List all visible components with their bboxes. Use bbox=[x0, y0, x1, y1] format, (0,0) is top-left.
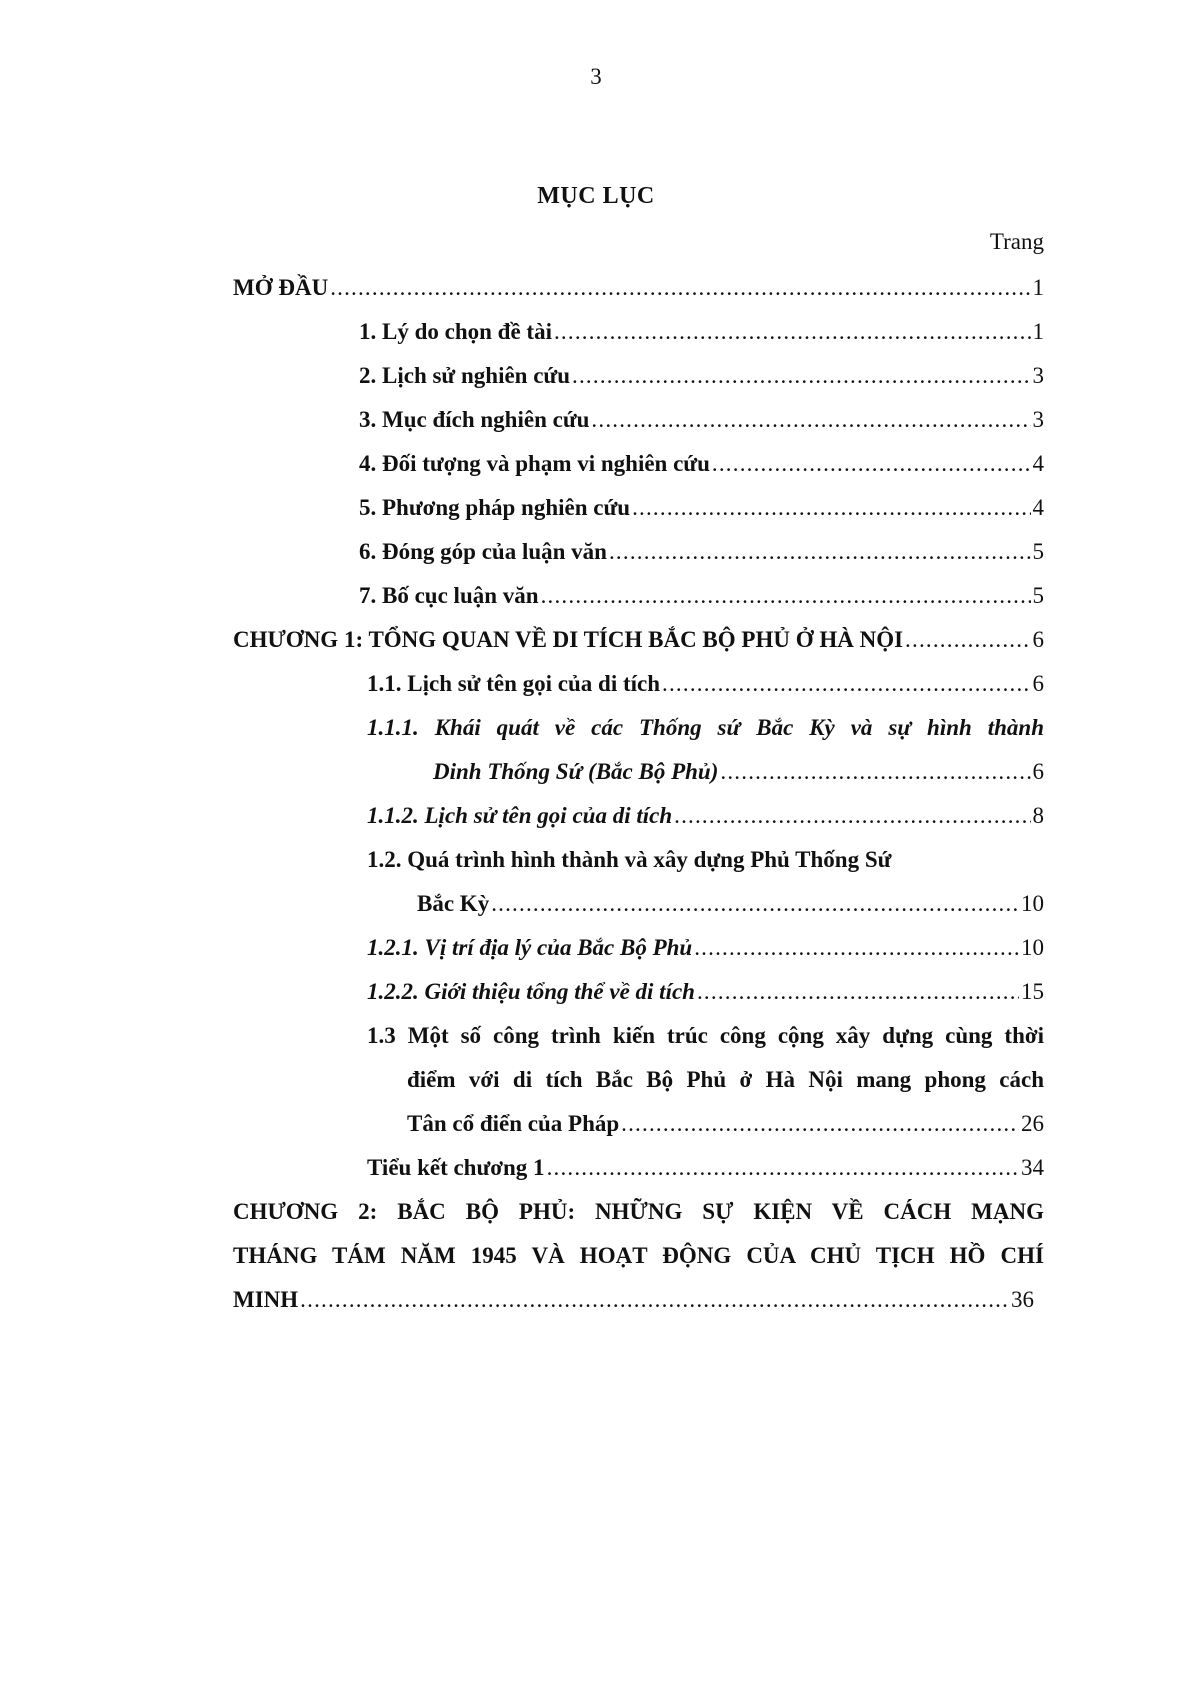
toc-entry-5[interactable] bbox=[359, 486, 1044, 530]
toc-entry-page: 15 bbox=[1021, 979, 1044, 1004]
toc-entry-6[interactable] bbox=[359, 530, 1044, 574]
toc-entry-7[interactable] bbox=[359, 574, 1044, 618]
toc-entry-text: 7. Bố cục luận văn bbox=[359, 583, 539, 608]
toc-entry-text: 1.1.1. Khái quát về các Thống sứ Bắc Kỳ và sự hình thành bbox=[367, 715, 1044, 740]
toc-entry-text: 5. Phương pháp nghiên cứu bbox=[359, 495, 631, 520]
toc-entry-1-2-1[interactable] bbox=[367, 926, 1044, 970]
leader-dots bbox=[572, 354, 1030, 398]
toc-entry-text: MỞ ĐẦU bbox=[233, 275, 329, 300]
toc-entry-page: 6 bbox=[1032, 759, 1044, 784]
toc-entry-page: 1 bbox=[1032, 319, 1044, 344]
toc-entry-chapter-1[interactable] bbox=[233, 618, 1044, 662]
toc-entry-text: 1.1. Lịch sử tên gọi của di tích bbox=[367, 671, 661, 696]
toc-entry-1[interactable] bbox=[359, 310, 1044, 354]
toc-entry-page: 5 bbox=[1032, 539, 1044, 564]
leader-dots bbox=[905, 618, 1030, 662]
toc-title: MỤC LỤC bbox=[537, 183, 655, 209]
toc-entry-text-cont: Dinh Thống Sứ (Bắc Bộ Phủ) bbox=[433, 759, 719, 784]
toc-entry-page: 10 bbox=[1021, 891, 1044, 916]
leader-dots bbox=[554, 310, 1031, 354]
toc-entry-page: 8 bbox=[1032, 803, 1044, 828]
toc-entry-text-cont: điểm với di tích Bắc Bộ Phủ ở Hà Nội mang phong cách bbox=[407, 1067, 1044, 1092]
page-number: 3 bbox=[590, 64, 602, 89]
leader-dots bbox=[300, 1278, 1009, 1322]
leader-dots bbox=[712, 442, 1031, 486]
toc-entry-text: 1.2. Quá trình hình thành và xây dựng Phủ Thống Sứ bbox=[367, 847, 892, 872]
toc-entry-page: 10 bbox=[1021, 935, 1044, 960]
leader-dots bbox=[674, 794, 1030, 838]
leader-dots bbox=[720, 750, 1030, 794]
leader-dots bbox=[632, 486, 1030, 530]
toc-entry-4[interactable] bbox=[359, 442, 1044, 486]
toc-entry-text-cont: THÁNG TÁM NĂM 1945 VÀ HOẠT ĐỘNG CỦA CHỦ TỊCH HỒ CHÍ bbox=[233, 1243, 1044, 1268]
page-column-label: Trang bbox=[989, 229, 1044, 254]
leader-dots bbox=[547, 1146, 1019, 1190]
toc-entry-text: CHƯƠNG 2: BẮC BỘ PHỦ: NHỮNG SỰ KIỆN VỀ CÁCH MẠNG bbox=[233, 1199, 1044, 1224]
toc-entry-1-2-2[interactable] bbox=[367, 970, 1044, 1014]
toc-entry-text: 6. Đóng góp của luận văn bbox=[359, 539, 607, 564]
toc-entry-page: 3 bbox=[1032, 363, 1044, 388]
leader-dots bbox=[694, 926, 1019, 970]
toc-entry-page: 6 bbox=[1032, 671, 1044, 696]
toc-entry-text: 3. Mục đích nghiên cứu bbox=[359, 407, 590, 432]
toc-entry-page: 36 bbox=[1011, 1287, 1034, 1312]
leader-dots bbox=[621, 1102, 1019, 1146]
toc-entry-page: 4 bbox=[1032, 495, 1044, 520]
toc-entry-1-1[interactable] bbox=[367, 662, 1044, 706]
toc-entry-text: 1.2.2. Giới thiệu tổng thể về di tích bbox=[367, 979, 695, 1004]
toc-entry-text: 2. Lịch sử nghiên cứu bbox=[359, 363, 571, 388]
toc-entry-chapter-2[interactable] bbox=[233, 1190, 1044, 1322]
toc-entry-text-cont: Tân cổ điển của Pháp bbox=[407, 1111, 620, 1136]
toc-entry-text: 1. Lý do chọn đề tài bbox=[359, 319, 552, 344]
toc-entry-1-1-2[interactable] bbox=[367, 794, 1044, 838]
toc-entry-page: 5 bbox=[1032, 583, 1044, 608]
leader-dots bbox=[330, 266, 1030, 310]
toc-entry-intro[interactable] bbox=[233, 266, 1044, 310]
toc-entry-text: CHƯƠNG 1: TỔNG QUAN VỀ DI TÍCH BẮC BỘ PHỦ Ở HÀ NỘI bbox=[233, 627, 904, 652]
toc-entry-text-cont: MINH bbox=[233, 1287, 299, 1312]
toc-entry-text: Tiểu kết chương 1 bbox=[367, 1155, 545, 1180]
toc-entry-page: 4 bbox=[1032, 451, 1044, 476]
toc-entry-page: 1 bbox=[1032, 275, 1044, 300]
toc-entry-text: 1.2.1. Vị trí địa lý của Bắc Bộ Phủ bbox=[367, 935, 693, 960]
leader-dots bbox=[609, 530, 1031, 574]
toc-entry-page: 6 bbox=[1032, 627, 1044, 652]
toc-entry-text: 1.3 Một số công trình kiến trúc công cộng xây dựng cùng thời bbox=[367, 1023, 1044, 1048]
leader-dots bbox=[697, 970, 1019, 1014]
leader-dots bbox=[541, 574, 1031, 618]
toc-entry-1-1-1[interactable] bbox=[367, 706, 1044, 794]
toc-entry-1-3[interactable] bbox=[367, 1014, 1044, 1146]
toc-entry-page: 26 bbox=[1021, 1111, 1044, 1136]
leader-dots bbox=[591, 398, 1030, 442]
leader-dots bbox=[662, 662, 1030, 706]
toc-entry-2[interactable] bbox=[359, 354, 1044, 398]
toc-entry-text: 4. Đối tượng và phạm vi nghiên cứu bbox=[359, 451, 710, 476]
toc-entry-1-2[interactable] bbox=[367, 838, 1044, 926]
toc-entry-page: 3 bbox=[1032, 407, 1044, 432]
toc-entry-page: 34 bbox=[1021, 1155, 1044, 1180]
toc-entry-text-cont: Bắc Kỳ bbox=[417, 891, 490, 916]
leader-dots bbox=[491, 882, 1019, 926]
toc-entry-3[interactable] bbox=[359, 398, 1044, 442]
toc-entry-text: 1.1.2. Lịch sử tên gọi của di tích bbox=[367, 803, 673, 828]
toc-entry-summary-1[interactable] bbox=[367, 1146, 1044, 1190]
